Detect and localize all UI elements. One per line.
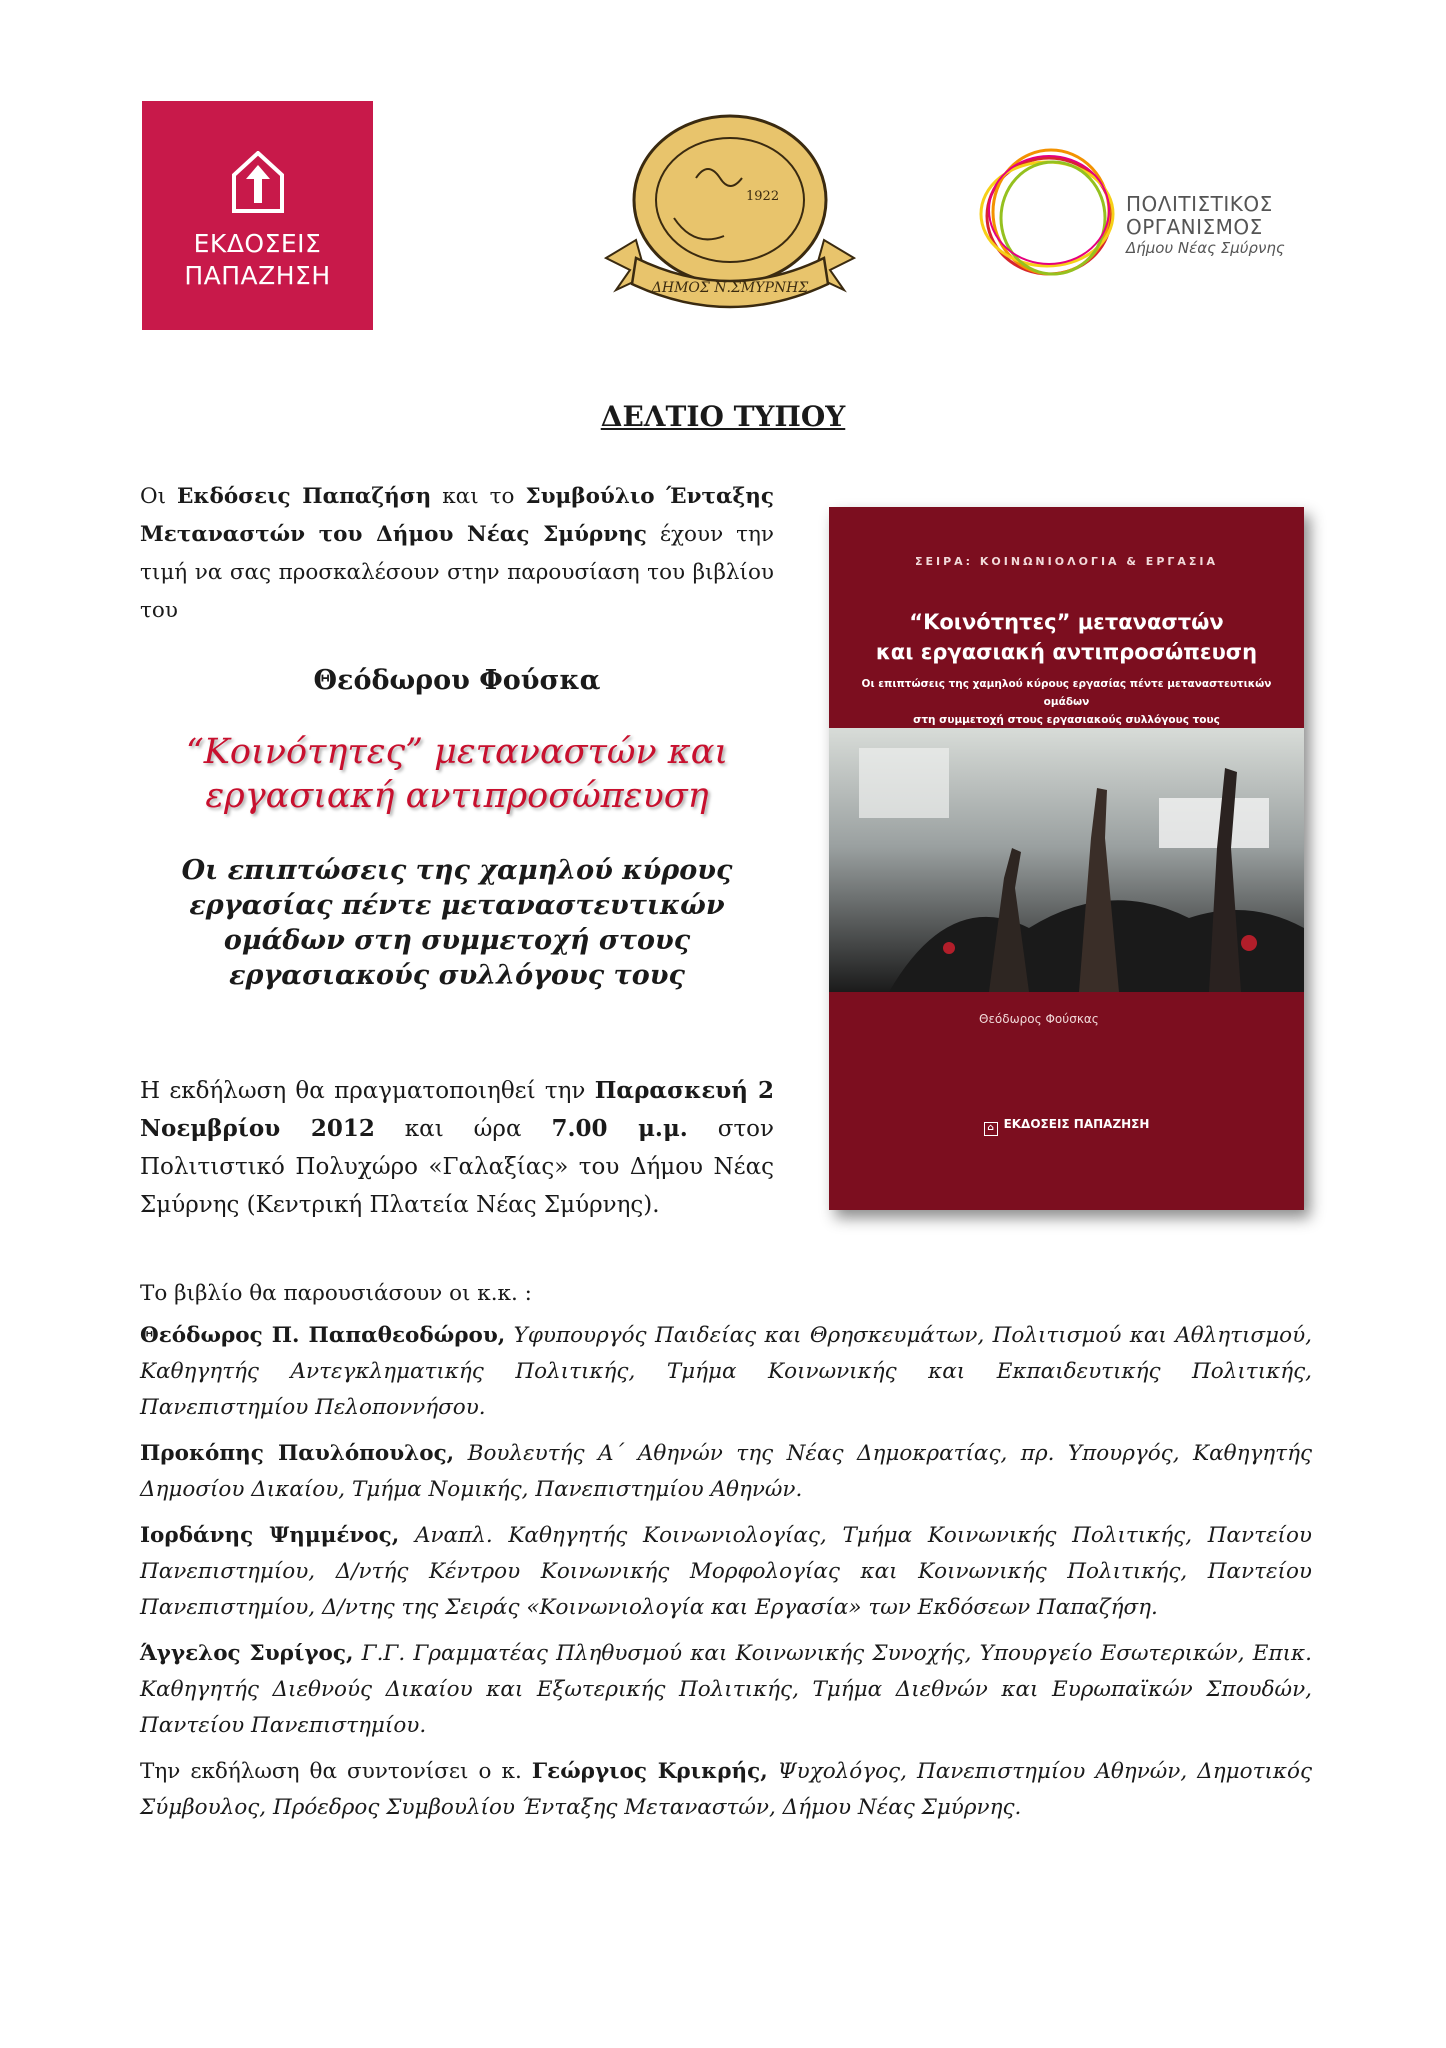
seal-caption: ΔΗΜΟΣ Ν.ΣΜΥΡΝΗΣ bbox=[651, 280, 809, 296]
house-arrow-icon bbox=[232, 151, 284, 213]
book-subtitle: Οι επιπτώσεις της χαμηλού κύρους εργασίας πέντε μεταναστευτικών ομάδων στη συμμετοχή στους εργασιακούς συλλόγους τους bbox=[181, 855, 733, 991]
cultural-logo-line3: Δήμου Νέας Σμύρνης bbox=[1126, 239, 1285, 257]
cover-publisher: ⌂ ΕΚΔΟΣΕΙΣ ΠΑΠΑΖΗΣΗ bbox=[829, 1117, 1304, 1136]
cover-subtitle: Οι επιπτώσεις της χαμηλού κύρους εργασίας πέντε μεταναστευτικών ομάδων στη συμμετοχή στους εργασιακούς συλλόγους τους bbox=[861, 678, 1272, 726]
author-name: Θεόδωρου Φούσκα bbox=[313, 665, 601, 696]
presenter-3: Ιορδάνης Ψημμένος, Αναπλ. Καθηγητής Κοινωνιολογίας, Τμήμα Κοινωνικής Πολιτικής, Παντείου Πανεπιστημίου, Δ/ντής Κέντρου Κοινωνικής Μορφολογίας και Κοινωνικής Πολιτικής, Παντείου Πανεπιστημίου, Δ/ντης της Σειράς «Κοινωνιολογία και Εργασία» των Εκδόσεων Παπαζήση. bbox=[140, 1523, 1312, 1620]
publisher-name: Εκδόσεις Παπαζήση bbox=[177, 484, 432, 509]
presenter-2: Προκόπης Παυλόπουλος, Βουλευτής Α΄ Αθηνών της Νέας Δημοκρατίας, πρ. Υπουργός, Καθηγητής Δημοσίου Δικαίου, Τμήμα Νομικής, Πανεπιστημίου Αθηνών. bbox=[140, 1441, 1312, 1502]
rings-logo-icon bbox=[975, 140, 1125, 290]
book-cover bbox=[829, 507, 1304, 1210]
publisher-mark-icon: ⌂ bbox=[984, 1122, 998, 1136]
book-title: “Κοινότητες” μεταναστών και εργασιακή αντιπροσώπευση bbox=[185, 732, 729, 816]
presenters-intro: Το βιβλίο θα παρουσιάσουν οι κ.κ. : bbox=[140, 1281, 532, 1306]
publisher-logo-line2: ΠΑΠΑΖΗΣΗ bbox=[184, 261, 331, 290]
cover-photo bbox=[829, 728, 1304, 992]
event-details: Η εκδήλωση θα πραγματοποιηθεί την Παρασκευή 2 Νοεμβρίου 2012 και ώρα 7.00 μ.μ. στον Πολιτιστικό Πολυχώρο «Γαλαξίας» του Δήμου Νέας Σμύρνης (Κεντρική Πλατεία Νέας Σμύρνης). bbox=[140, 1077, 774, 1218]
event-date: Παρασκευή 2 Νοεμβρίου 2012 bbox=[140, 1077, 774, 1142]
cover-series: ΣΕΙΡΑ: ΚΟΙΝΩΝΙΟΛΟΓΙΑ & ΕΡΓΑΣΙΑ bbox=[914, 555, 1219, 568]
publisher-logo bbox=[142, 101, 373, 330]
page-title: ΔΕΛΤΙΟ ΤΥΠΟΥ bbox=[600, 400, 846, 433]
event-time: 7.00 μ.μ. bbox=[551, 1115, 688, 1142]
publisher-logo-line1: ΕΚΔΟΣΕΙΣ bbox=[193, 229, 322, 258]
intro-paragraph: Οι Εκδόσεις Παπαζήση και το Συμβούλιο Ένταξης Μεταναστών του Δήμου Νέας Σμύρνης έχουν την τιμή να σας προσκαλέσουν στην παρουσίαση του βιβλίου του bbox=[140, 484, 775, 623]
cultural-logo-line1: ΠΟΛΙΤΙΣΤΙΚΟΣ bbox=[1126, 192, 1273, 216]
presenter-1: Θεόδωρος Π. Παπαθεοδώρου, Υφυπουργός Παιδείας και Θρησκευμάτων, Πολιτισμού και Αθλητισμού, Καθηγητής Αντεγκληματικής Πολιτικής, Τμήμα Κοινωνικής και Εκπαιδευτικής Πολιτικής, Πανεπιστημίου Πελοποννήσου. bbox=[140, 1323, 1312, 1420]
council-name: Συμβούλιο Ένταξης Μεταναστών του Δήμου Νέας Σμύρνης bbox=[140, 484, 775, 547]
cultural-organization-logo bbox=[975, 140, 1295, 290]
presenter-4: Άγγελος Συρίγος, Γ.Γ. Γραμματέας Πληθυσμού και Κοινωνικής Συνοχής, Υπουργείο Εσωτερικών, Επικ. Καθηγητής Διεθνούς Δικαίου και Εξωτερικής Πολιτικής, Τμήμα Διεθνών και Ευρωπαϊκών Σπουδών, Παντείου Πανεπιστημίου. bbox=[140, 1641, 1312, 1738]
municipality-seal bbox=[596, 108, 864, 324]
moderator: Την εκδήλωση θα συντονίσει ο κ. Γεώργιος Κρικρής, Ψυχολόγος, Πανεπιστημίου Αθηνών, Δημοτικός Σύμβουλος, Πρόεδρος Συμβουλίου Ένταξης Μεταναστών, Δήμου Νέας Σμύρνης. bbox=[140, 1759, 1312, 1820]
seal-year: 1922 bbox=[746, 189, 780, 204]
cover-author: Θεόδωρος Φούσκας bbox=[979, 1012, 1099, 1026]
cover-title: “Κοινότητες” μεταναστών και εργασιακή αντιπροσώπευση bbox=[875, 610, 1258, 664]
cultural-logo-line2: ΟΡΓΑΝΙΣΜΟΣ bbox=[1126, 215, 1263, 239]
